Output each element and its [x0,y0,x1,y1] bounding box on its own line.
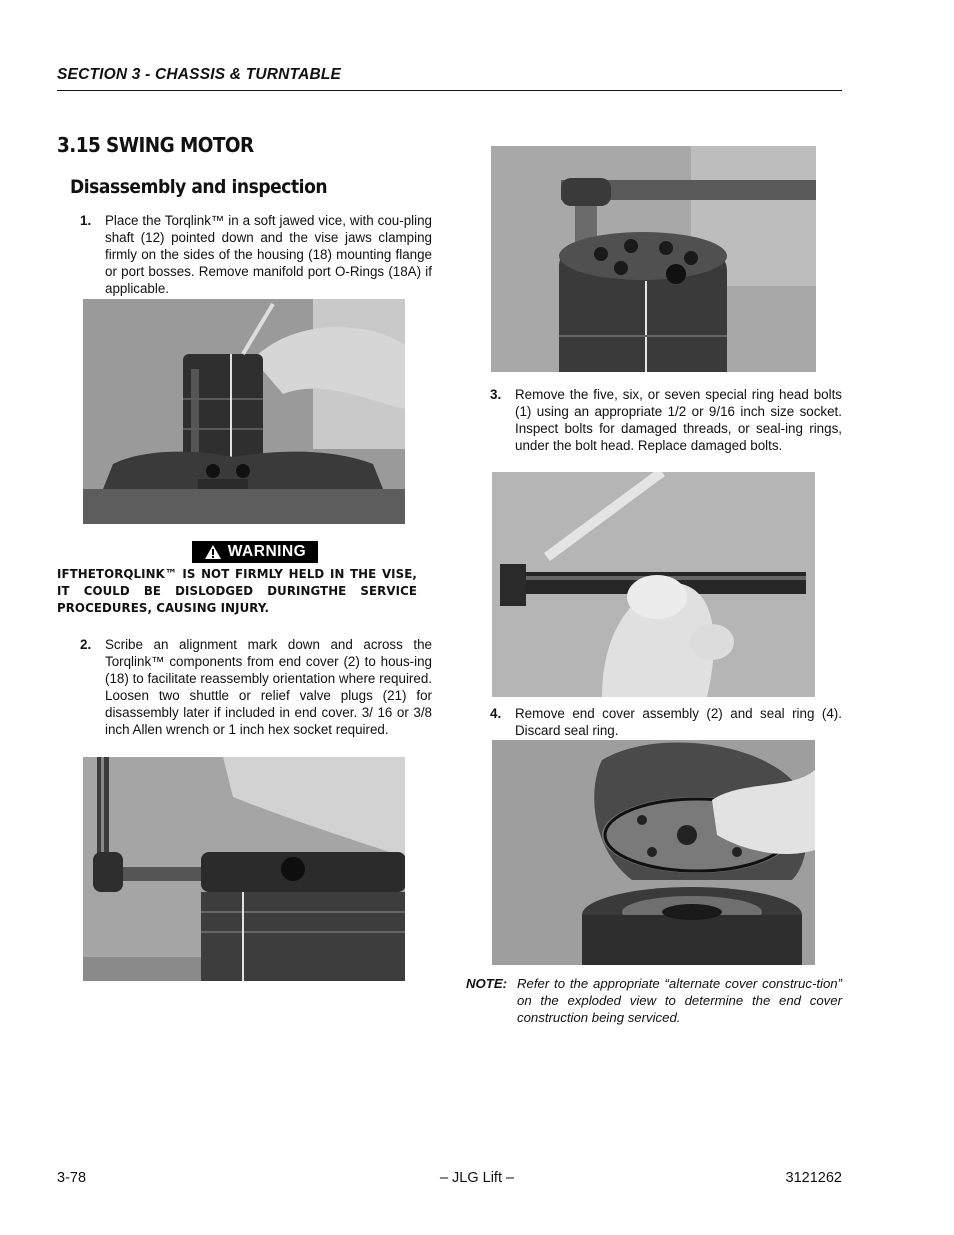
step-4 [490,705,842,739]
step-2 [80,636,432,756]
photo-removing-bolts [491,146,816,372]
step-number: 2. [80,637,92,652]
step-number: 1. [80,213,92,228]
warning-text: IFTHETORQLINK™ IS NOT FIRMLY HELD IN THE VISE, IT COULD BE DISLODGED DURINGTHE SERVICE PROCEDURES, CAUSING INJURY. [57,567,417,615]
note-label: NOTE: [466,976,508,991]
step-text: Remove end cover assembly (2) and seal ring (4). Discard seal ring. [515,706,842,738]
step-1 [80,212,432,297]
step-text: Scribe an alignment mark down and across the Torqlink™ components from end cover (2) to hous-ing (18) to facilitate reassembly orientation where required. Loosen two shuttle or relief valve plugs (21) for disassembly later if included in end cover. 3/ 16 or 3/8 inch Allen wrench or 1 inch hex socket required. [105,637,432,737]
photo-loosening-plugs [83,757,405,981]
warning-badge [192,541,318,563]
section-header: SECTION 3 - CHASSIS & TURNTABLE [57,66,342,83]
step-number: 3. [490,387,502,402]
step-text: Remove the five, six, or seven special ring head bolts (1) using an appropriate 1/2 or 9/16 inch size socket. Inspect bolts for damaged threads, or seal-ing rings, under the bolt head. Replace damaged bolts. [515,387,842,453]
document-number: 3121262 [785,1170,842,1186]
step-number: 4. [490,706,502,721]
warning-label: WARNING [227,543,307,560]
photo-inspecting-bolt [492,472,815,697]
photo-motor-in-vise [83,299,405,524]
page-number: 3-78 [57,1170,87,1186]
step-3 [490,386,842,471]
photo-removing-end-cover [492,740,815,965]
subsection-title: Disassembly and inspection [70,176,328,198]
note-block [466,975,842,1027]
header-divider [57,90,842,91]
step-text: Place the Torqlink™ in a soft jawed vice, with cou-pling shaft (12) pointed down and the vise jaws clamping firmly on the sides of the housing (18) mounting flange or port bosses. Remove manifold port O-Rings (18A) if applicable. [105,213,432,296]
section-title: 3.15 SWING MOTOR [57,133,254,157]
footer-brand: – JLG Lift – [439,1170,515,1186]
note-text: Refer to the appropriate “alternate cover construc-tion” on the exploded view to determine the end cover construction being serviced. [517,976,842,1025]
warning-triangle-icon [204,544,222,560]
